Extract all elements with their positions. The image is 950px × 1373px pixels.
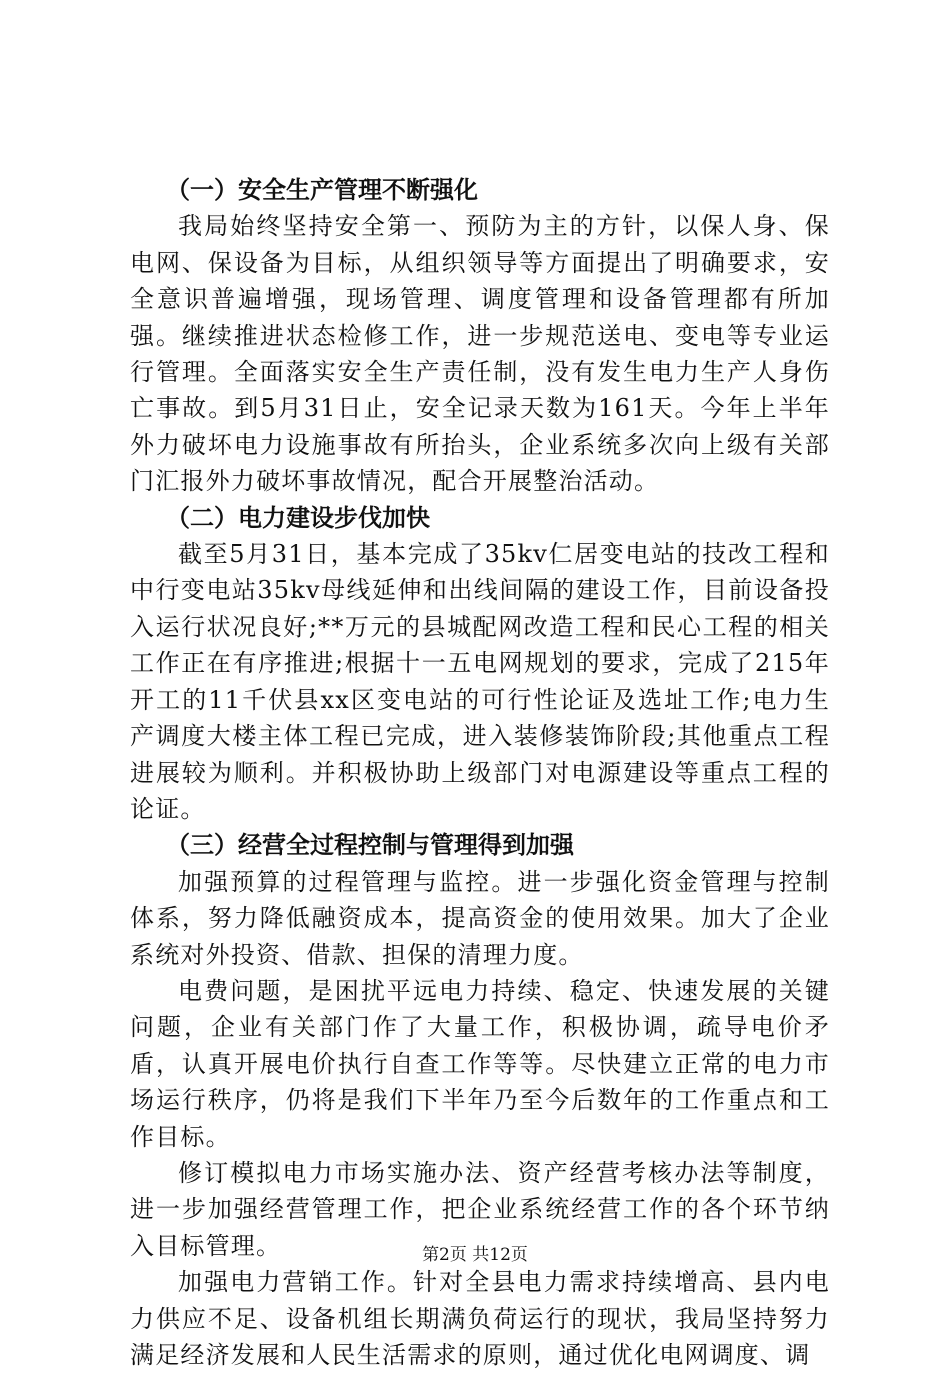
section-3-paragraph-1: 加强预算的过程管理与监控。进一步强化资金管理与控制体系，努力降低融资成本，提高资金的使用效果。加大了企业系统对外投资、借款、担保的清理力度。: [130, 867, 830, 969]
section-heading-3: （三）经营全过程控制与管理得到加强: [166, 831, 574, 860]
page-number: 第2页 共12页: [422, 1245, 528, 1265]
document-body: [130, 172, 830, 1373]
section-1-paragraph-1: 我局始终坚持安全第一、预防为主的方针，以保人身、保电网、保设备为目标，从组织领导等方面提出了明确要求，安全意识普遍增强，现场管理、调度管理和设备管理都有所加强。继续推进状态检修工作，进一步规范送电、变电等专业运行管理。全面落实安全生产责任制，没有发生电力生产人身伤亡事故。到5月31日止，安全记录天数为161天。今年上半年外力破坏电力设施事故有所抬头，企业系统多次向上级有关部门汇报外力破坏事故情况，配合开展整治活动。: [130, 212, 830, 496]
section-3-paragraph-4: 加强电力营销工作。针对全县电力需求持续增高、县内电力供应不足、设备机组长期满负荷运行的现状，我局坚持努力满足经济发展和人民生活需求的原则，通过优化电网调度、调: [130, 1268, 830, 1369]
section-3-paragraph-3: 修订模拟电力市场实施办法、资产经营考核办法等制度，进一步加强经营管理工作，把企业系统经营工作的各个环节纳入目标管理。: [130, 1158, 830, 1260]
section-heading-2: （二）电力建设步伐加快: [166, 503, 430, 532]
section-heading-1: （一）安全生产管理不断强化: [166, 176, 478, 204]
page-footer: [0, 1244, 950, 1266]
section-2-paragraph-1: 截至5月31日，基本完成了35kv仁居变电站的技改工程和中行变电站35kv母线延伸和出线间隔的建设工作，目前设备投入运行状况良好;**万元的县城配网改造工程和民心工程的相关工作正在有序推进;根据十一五电网规划的要求，完成了215年开工的11千伏县xx区变电站的可行性论证及选址工作;电力生产调度大楼主体工程已完成，进入装修装饰阶段;其他重点工程进展较为顺利。并积极协助上级部门对电源建设等重点工程的论证。: [130, 540, 830, 823]
section-3-paragraph-2: 电费问题，是困扰平远电力持续、稳定、快速发展的关键问题，企业有关部门作了大量工作，积极协调，疏导电价矛盾，认真开展电价执行自查工作等等。尽快建立正常的电力市场运行秩序，仍将是我们下半年乃至今后数年的工作重点和工作目标。: [130, 976, 830, 1151]
